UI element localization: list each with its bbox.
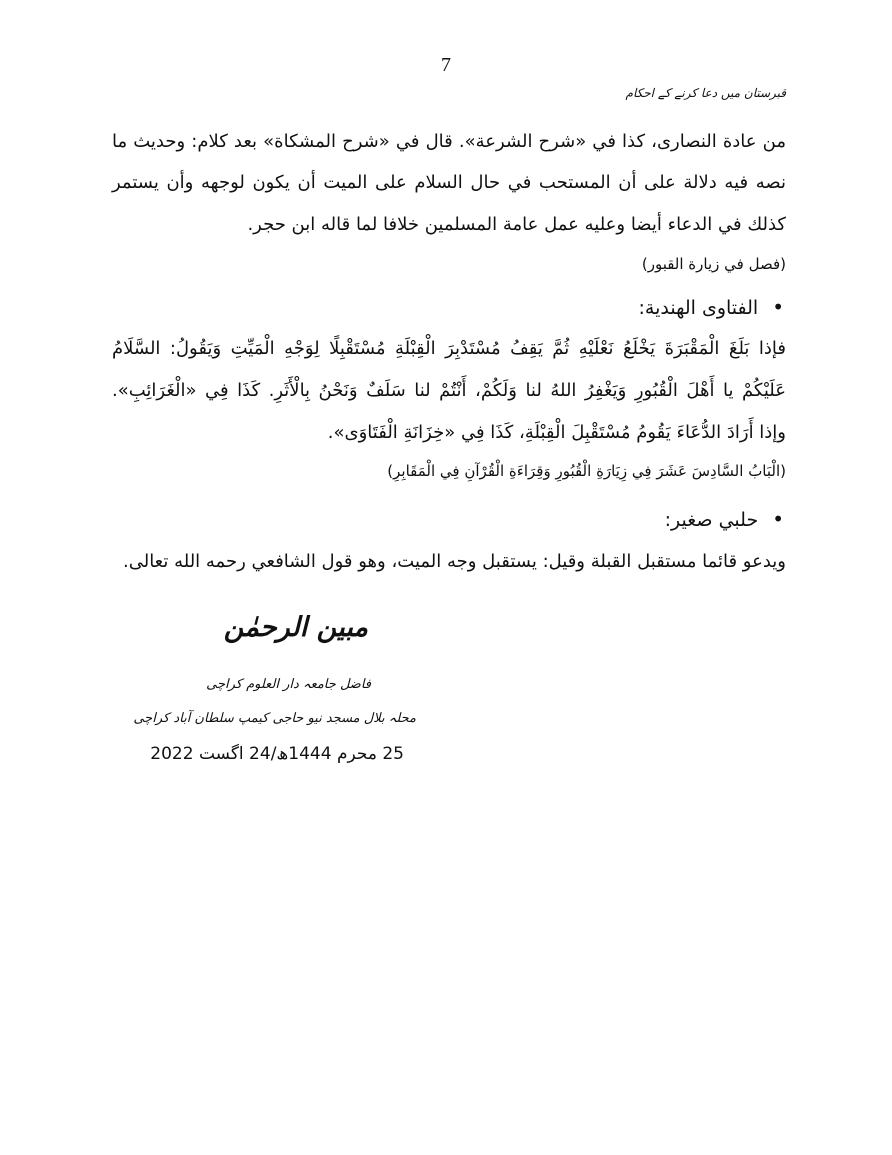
section-heading-text: حلبي صغير:	[664, 509, 759, 531]
body-line: وإذا أَرَادَ الدُّعَاءَ يَقُومُ مُسْتَقْبِلَ الْقِبْلَةِ، كَذَا فِي «خِزَانَةِ الْفَتَاوَى».	[327, 422, 786, 443]
bullet-icon: •	[772, 507, 784, 531]
running-head: قبرستان میں دعا کرنے کے احکام	[625, 86, 786, 100]
section-heading-text: الفتاوى الهندية:	[638, 297, 759, 319]
source-reference: (الْبَابُ السَّادِسَ عَشَرَ فِي زِيَارَةِ الْقُبُورِ وَقِرَاءَةِ الْقُرْآنِ فِي الْمَقَابِرِ)	[387, 462, 786, 480]
body-line: من عادة النصارى، كذا في «شرح الشرعة». قال في «شرح المشكاة» بعد كلام: وحديث ما	[112, 131, 786, 152]
body-line: ويدعو قائما مستقبل القبلة وقيل: يستقبل وجه الميت، وهو قول الشافعي رحمه الله تعالى.	[122, 551, 786, 572]
section-heading	[665, 507, 784, 531]
body-line: فإذا بَلَغَ الْمَقْبَرَةَ يَخْلَعُ نَعْلَيْهِ ثُمَّ يَقِفُ مُسْتَدْبِرَ الْقِبْلَةِ مُسْتَقْبِلًا لِوَجْهِ الْمَيِّتِ وَيَقُولُ: السَّلَامُ	[112, 338, 786, 359]
body-line: نصه فيه دلالة على أن المستحب في حال السلام على الميت أن يكون لوجهه وأن يستمر	[112, 172, 786, 193]
signature-date: 25 محرم 1444ھ/24 اگست 2022	[150, 744, 404, 764]
body-line: كذلك في الدعاء أيضا وعليه عمل عامة المسلمين خلافا لما قاله ابن حجر.	[247, 214, 786, 235]
section-heading	[639, 295, 785, 319]
source-reference: (فصل في زيارة القبور)	[641, 255, 786, 273]
signature-name: مبین الرحمٰن	[223, 612, 368, 643]
body-line: عَلَيْكُمْ يا أَهْلَ الْقُبُورِ وَيَغْفِرُ اللهُ لنا وَلَكُمْ، أَنْتُمْ لنا سَلَفٌ وَنَحْنُ بِالْأَثَرِ. كَذَا فِي «الْغَرَائِبِ».	[112, 380, 786, 401]
signature-address: محلہ بلال مسجد نیو حاجی کیمپ سلطان آباد کراچی	[133, 711, 416, 726]
signature-title: فاضل جامعہ دار العلوم کراچی	[206, 677, 371, 692]
page-number: 7	[441, 54, 451, 76]
bullet-icon: •	[772, 295, 784, 319]
